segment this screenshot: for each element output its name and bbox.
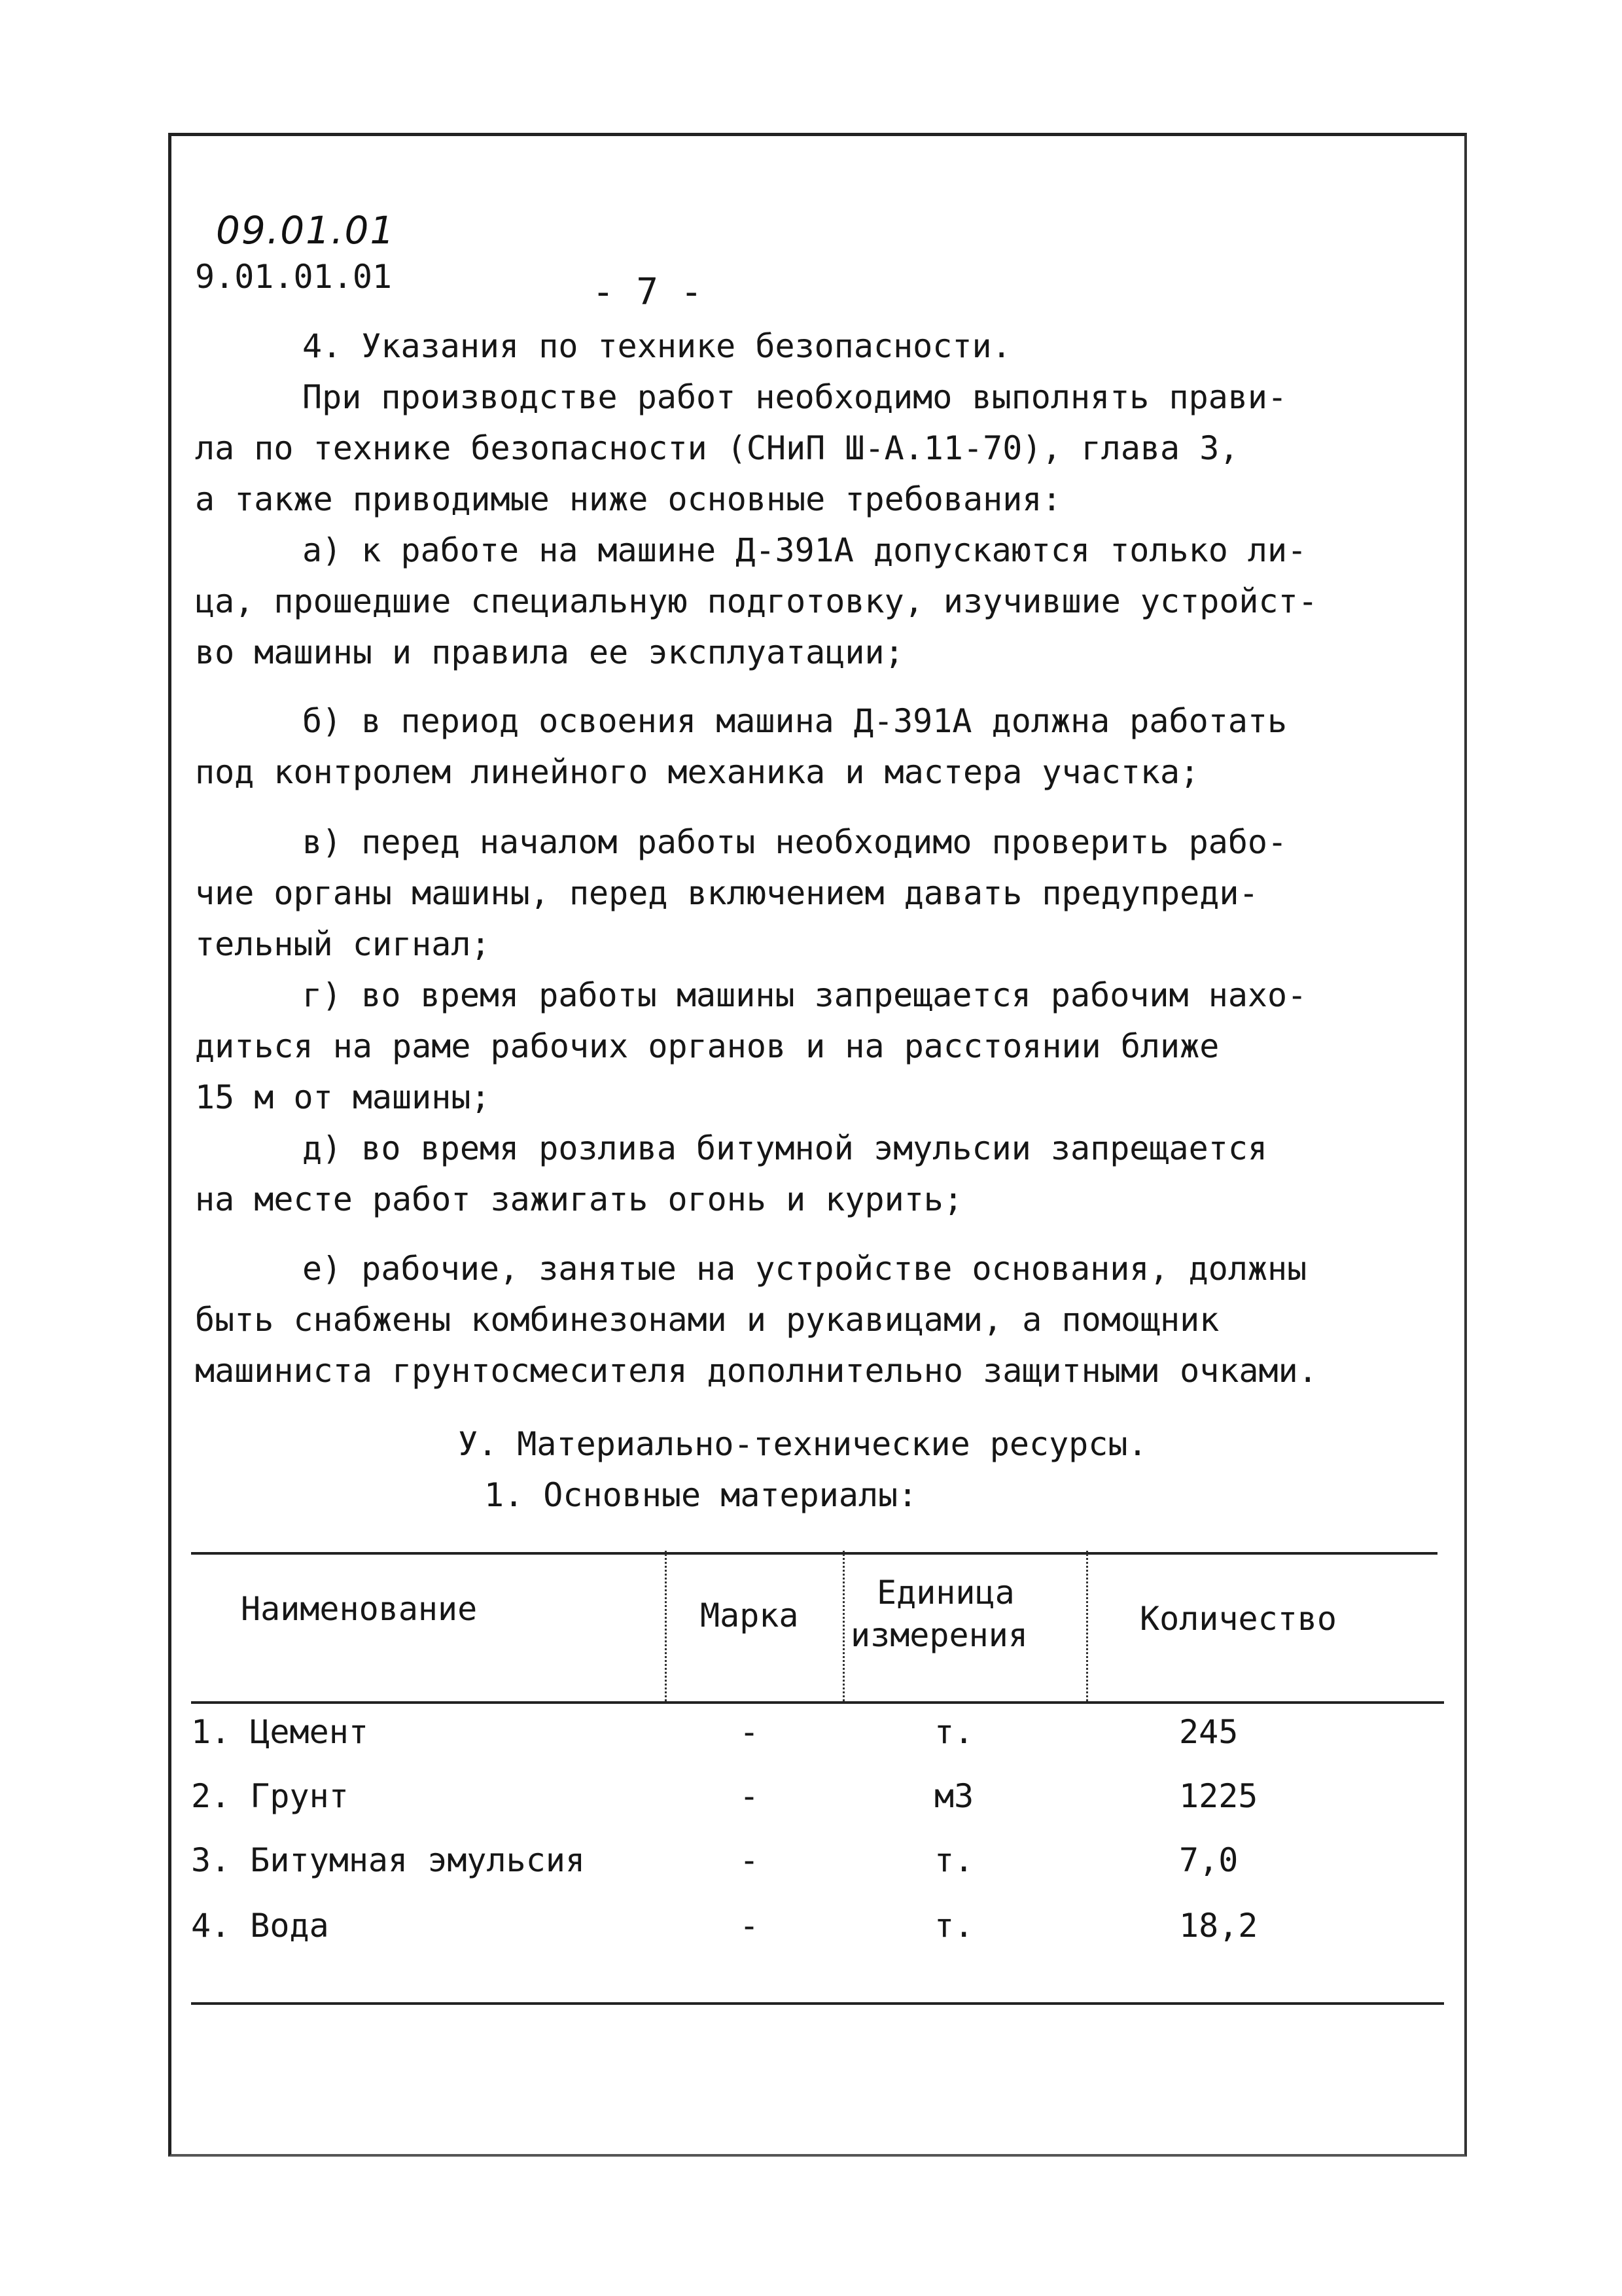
- text-line: ла по технике безопасности (СНиП Ш-А.11-70), глава 3,: [195, 429, 1239, 467]
- section-title: У. Материально-технические ресурсы.: [458, 1425, 1148, 1463]
- column-separator: [1086, 1551, 1088, 1701]
- cell-unit: т.: [934, 1713, 974, 1751]
- cell-name: 4. Вода: [191, 1907, 329, 1945]
- table-top-rule: [191, 1552, 1437, 1555]
- page-number: - 7 -: [592, 271, 703, 313]
- cell-mark: -: [739, 1841, 760, 1879]
- cell-unit: м3: [934, 1777, 974, 1815]
- text-line: тельный сигнал;: [195, 925, 491, 963]
- text-line: диться на раме рабочих органов и на расстоянии ближе: [195, 1027, 1220, 1065]
- cell-unit: т.: [934, 1841, 974, 1879]
- cell-quantity: 1225: [1179, 1777, 1258, 1815]
- cell-name: 3. Битумная эмульсия: [191, 1841, 586, 1879]
- cell-mark: -: [739, 1777, 760, 1815]
- cell-mark: -: [739, 1713, 760, 1751]
- text-line: 4. Указания по технике безопасности.: [302, 327, 1012, 365]
- text-line: 15 м от машины;: [195, 1078, 491, 1116]
- cell-quantity: 245: [1179, 1713, 1239, 1751]
- text-line: г) во время работы машины запрещается рабочим нахо-: [302, 976, 1307, 1014]
- subsection-title: 1. Основные материалы:: [484, 1476, 918, 1514]
- text-line: на месте работ зажигать огонь и курить;: [195, 1180, 963, 1218]
- text-line: а также приводимые ниже основные требования:: [195, 480, 1062, 518]
- cell-mark: -: [739, 1907, 760, 1945]
- cell-unit: т.: [934, 1907, 974, 1945]
- cell-quantity: 18,2: [1179, 1907, 1258, 1945]
- text-line: При производстве работ необходимо выполнять прави-: [302, 378, 1288, 416]
- text-line: д) во время розлива битумной эмульсии запрещается: [302, 1129, 1268, 1167]
- column-separator: [843, 1551, 845, 1701]
- text-line: быть снабжены комбинезонами и рукавицами, а помощник: [195, 1301, 1220, 1339]
- header-mark: Марка: [700, 1597, 799, 1634]
- header-name: Наименование: [241, 1590, 478, 1628]
- text-line: машиниста грунтосмесителя дополнительно защитными очками.: [195, 1352, 1318, 1390]
- text-line: во машины и правила ее эксплуатации;: [195, 633, 904, 671]
- text-line: под контролем линейного механика и мастера участка;: [195, 753, 1200, 791]
- handwritten-code: 09.01.01: [216, 208, 396, 253]
- text-line: а) к работе на машине Д-391А допускаются только ли-: [302, 531, 1307, 569]
- text-line: е) рабочие, занятые на устройстве основания, должны: [302, 1250, 1307, 1288]
- column-separator: [665, 1551, 667, 1701]
- cell-name: 2. Грунт: [191, 1777, 349, 1815]
- text-line: в) перед началом работы необходимо проверить рабо-: [302, 823, 1288, 861]
- cell-quantity: 7,0: [1179, 1841, 1239, 1879]
- text-line: чие органы машины, перед включением давать предупреди-: [195, 874, 1259, 912]
- text-line: ца, прошедшие специальную подготовку, изучившие устройст-: [195, 582, 1318, 620]
- header-unit-line2: измерения: [851, 1616, 1028, 1654]
- cell-name: 1. Цемент: [191, 1713, 368, 1751]
- table-header-rule: [191, 1701, 1444, 1704]
- text-line: б) в период освоения машина Д-391А должна работать: [302, 702, 1288, 740]
- header-unit-line1: Единица: [877, 1574, 1015, 1612]
- header-quantity: Количество: [1140, 1600, 1337, 1638]
- document-code: 9.01.01.01: [195, 258, 393, 296]
- table-bottom-rule: [191, 2002, 1444, 2005]
